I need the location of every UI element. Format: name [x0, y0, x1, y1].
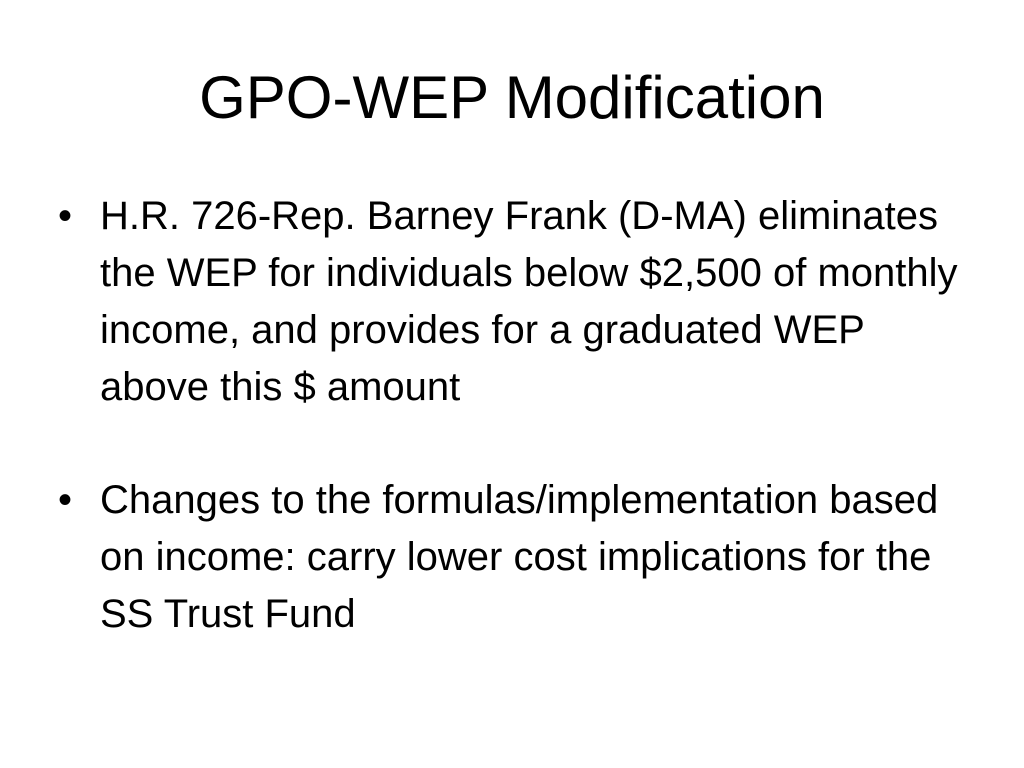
bullet-text: Changes to the formulas/implementation based on income: carry lower cost implications for the SS Trust Fund: [100, 478, 939, 636]
bullet-list: [58, 188, 968, 643]
bullet-marker-icon: •: [58, 194, 73, 238]
slide-title: GPO-WEP Modification: [199, 64, 825, 131]
bullet-item: [58, 472, 968, 643]
bullet-item: [58, 188, 968, 416]
bullet-text: H.R. 726-Rep. Barney Frank (D-MA) eliminates the WEP for individuals below $2,500 of monthly income, and provides for a graduated WEP above this $ amount: [100, 194, 958, 409]
bullet-marker-icon: •: [58, 478, 73, 522]
